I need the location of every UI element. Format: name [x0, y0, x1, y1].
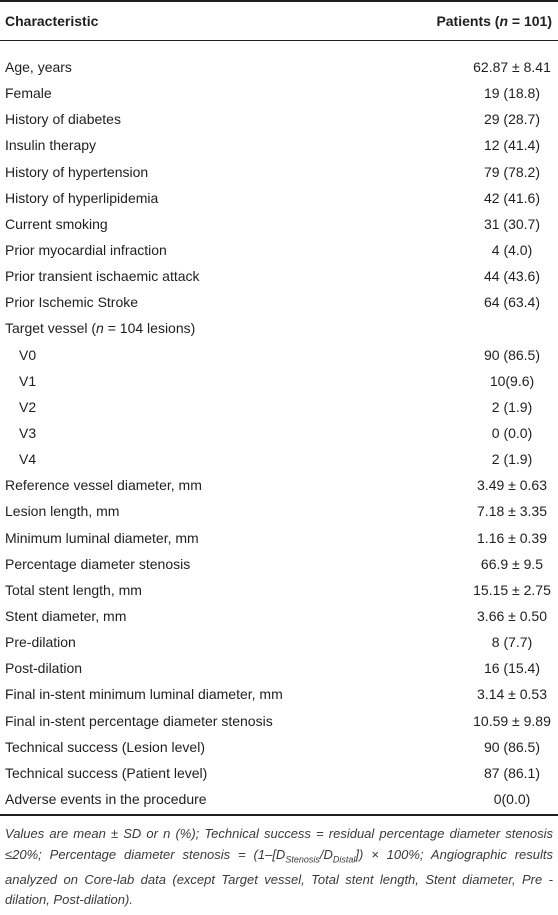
table-bottom-rule [0, 814, 558, 816]
row-value: 4 (4.0) [491, 241, 533, 258]
table-row [0, 342, 558, 368]
table-row [0, 498, 558, 524]
table-row [0, 289, 558, 315]
row-value: 3.14 ± 0.53 [477, 686, 547, 703]
row-value: 79 (78.2) [483, 163, 541, 180]
row-label: Total stent length, mm [5, 581, 142, 598]
row-value: 42 (41.6) [483, 189, 541, 206]
table-row [0, 263, 558, 289]
row-value: 62.87 ± 8.41 [473, 59, 551, 75]
row-value: 3.49 ± 0.63 [477, 477, 547, 494]
table-row [0, 472, 558, 498]
table-row [0, 760, 558, 786]
table-row [0, 551, 558, 577]
table-header-rule [0, 40, 558, 41]
table-row [0, 420, 558, 446]
row-value: 12 (41.4) [483, 137, 541, 154]
row-value: 90 (86.5) [483, 738, 541, 755]
table-row [0, 525, 558, 551]
row-value: 2 (1.9) [491, 451, 533, 468]
row-label: Current smoking [5, 215, 108, 232]
row-value: 16 (15.4) [483, 660, 541, 677]
table-row [0, 315, 558, 341]
table-header [0, 2, 558, 40]
table-row [0, 394, 558, 420]
table-row [0, 159, 558, 185]
row-label: Final in-stent percentage diameter stenosis [5, 712, 273, 729]
row-value: 15.15 ± 2.75 [473, 581, 551, 598]
row-label: Female [5, 85, 52, 102]
row-label: V3 [19, 424, 37, 441]
row-label: History of hyperlipidemia [5, 189, 159, 206]
row-label: Technical success (Patient level) [5, 764, 208, 781]
row-value: 10.59 ± 9.89 [473, 712, 551, 729]
table-row [0, 629, 558, 655]
row-label: Lesion length, mm [5, 503, 120, 520]
row-label: Insulin therapy [5, 137, 97, 154]
table-row [0, 211, 558, 237]
row-value: 3.66 ± 0.50 [477, 607, 547, 624]
row-value: 44 (43.6) [483, 268, 541, 285]
row-value: 8 (7.7) [491, 634, 533, 651]
row-value: 0(0.0) [493, 790, 531, 807]
row-label: Final in-stent minimum luminal diameter, mm [5, 686, 283, 703]
table-row [0, 708, 558, 734]
row-value: 7.18 ± 3.35 [477, 503, 547, 520]
row-label: Reference vessel diameter, mm [5, 477, 202, 494]
table-row [0, 681, 558, 707]
table-row [0, 734, 558, 760]
row-label: Pre-dilation [5, 634, 76, 651]
table-row [0, 577, 558, 603]
row-label: Target vessel (n = 104 lesions) [5, 320, 196, 337]
row-label: V0 [19, 346, 37, 363]
table-footnote: Values are mean ± SD or n (%); Technical success = residual percentage diameter stenosis ≤20%; Percentage diameter stenosis = $(1-[D_{Stenosis}/D_{Distal}]) \times 100\%$; Angiographic results analyzed on Core-lab data (except Target vessel, Total stent length, Stent diameter, Pre -dilation, Post-dilation). [5, 826, 553, 908]
row-label: Prior myocardial infraction [5, 241, 167, 258]
row-value: 87 (86.1) [483, 764, 541, 781]
row-label: Technical success (Lesion level) [5, 738, 205, 755]
row-value: 1.16 ± 0.39 [477, 529, 547, 546]
table-row [0, 603, 558, 629]
column-header-characteristic: Characteristic [5, 13, 99, 29]
row-value: 31 (30.7) [483, 215, 541, 232]
table-row [0, 446, 558, 472]
table-row [0, 185, 558, 211]
column-header-patients: Patients (n = 101) [436, 13, 552, 29]
row-label: V1 [19, 372, 37, 389]
table-row [0, 132, 558, 158]
row-label: Stent diameter, mm [5, 607, 127, 624]
row-label: Post-dilation [5, 660, 83, 677]
row-label: Percentage diameter stenosis [5, 555, 191, 572]
row-value: 29 (28.7) [483, 111, 541, 128]
row-label: Age, years [5, 59, 72, 75]
row-value: 0 (0.0) [491, 424, 533, 441]
table-row [0, 80, 558, 106]
row-label: Minimum luminal diameter, mm [5, 529, 199, 546]
row-value: 19 (18.8) [483, 85, 541, 102]
row-label: Prior transient ischaemic attack [5, 268, 200, 285]
row-value: 10(9.6) [489, 372, 535, 389]
row-label: History of diabetes [5, 111, 121, 128]
row-label: Adverse events in the procedure [5, 790, 207, 807]
table-row [0, 655, 558, 681]
row-value: 90 (86.5) [483, 346, 541, 363]
table-row [0, 786, 558, 812]
table-row [0, 237, 558, 263]
table-body [0, 54, 558, 812]
row-value: 66.9 ± 9.5 [480, 555, 544, 572]
row-label: Prior Ischemic Stroke [5, 294, 139, 311]
row-value: 2 (1.9) [491, 398, 533, 415]
row-label: V4 [19, 451, 37, 468]
row-label: History of hypertension [5, 163, 149, 180]
table-row [0, 54, 558, 80]
table-row [0, 368, 558, 394]
table-row [0, 106, 558, 132]
row-value: 64 (63.4) [483, 294, 541, 311]
row-label: V2 [19, 398, 37, 415]
